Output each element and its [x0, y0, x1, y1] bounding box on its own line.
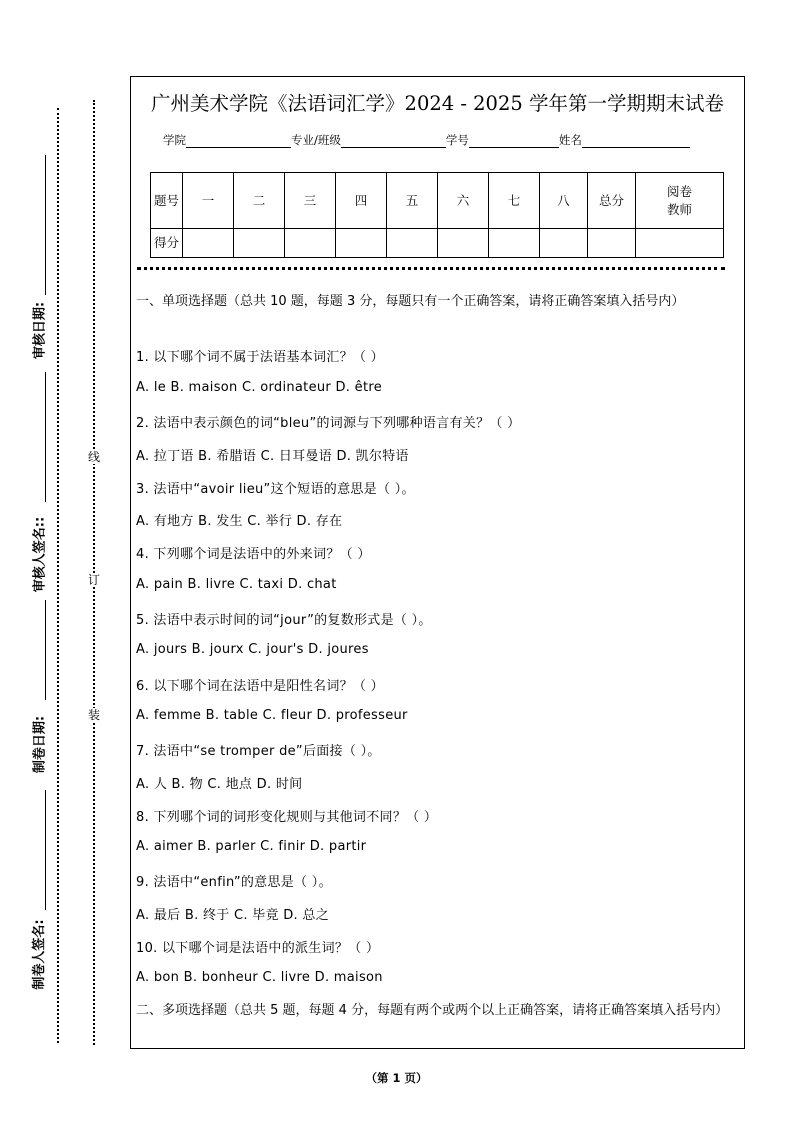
- score-col-6: 六: [438, 173, 489, 229]
- score-cell[interactable]: [489, 229, 540, 258]
- preparer-signature-label: 制卷人签名:: [32, 919, 47, 990]
- binding-char-fold: 装: [88, 708, 101, 722]
- question-8-stem: 8. 下列哪个词的词形变化规则与其他词不同？（ ）: [136, 810, 438, 825]
- score-col-7: 七: [489, 173, 540, 229]
- score-cell[interactable]: [183, 229, 234, 258]
- preparation-date-line: [45, 600, 46, 700]
- major-class-label: 专业/班级: [291, 133, 341, 147]
- audit-date-line: [45, 155, 46, 295]
- score-table-score-row: [151, 229, 724, 258]
- score-col-1: 一: [183, 173, 234, 229]
- score-col-3: 三: [285, 173, 336, 229]
- question-8-options: A. aimer B. parler C. finir D. partir: [136, 839, 367, 854]
- score-table-header-row: [151, 173, 724, 229]
- question-6-stem: 6. 以下哪个词在法语中是阳性名词？（ ）: [136, 679, 384, 694]
- score-table-label-defen: 得分: [151, 229, 183, 258]
- question-1-stem: 1. 以下哪个词不属于法语基本词汇？（ ）: [136, 350, 384, 365]
- name-label: 姓名: [558, 133, 582, 147]
- score-col-total: 总分: [588, 173, 636, 229]
- question-4-options: A. pain B. livre C. taxi D. chat: [136, 577, 337, 592]
- question-1-options: A. le B. maison C. ordinateur D. être: [136, 380, 383, 395]
- auditor-signature-line: [45, 372, 46, 502]
- score-cell[interactable]: [285, 229, 336, 258]
- dotted-separator: [137, 267, 725, 270]
- score-cell[interactable]: [234, 229, 285, 258]
- audit-date-label: 审核日期:: [32, 301, 48, 360]
- score-cell[interactable]: [588, 229, 636, 258]
- major-class-blank[interactable]: [341, 133, 446, 148]
- question-4-stem: 4. 下列哪个词是法语中的外来词？（ ）: [136, 547, 371, 562]
- question-2-options: A. 拉丁语 B. 希腊语 C. 日耳曼语 D. 凯尔特语: [136, 449, 409, 464]
- question-10-stem: 10. 以下哪个词是法语中的派生词？（ ）: [136, 941, 380, 956]
- score-col-2: 二: [234, 173, 285, 229]
- question-5-stem: 5. 法语中表示时间的词“jour”的复数形式是（ ）。: [136, 613, 432, 628]
- question-9-options: A. 最后 B. 终于 C. 毕竟 D. 总之: [136, 908, 330, 923]
- score-cell[interactable]: [636, 229, 724, 258]
- exam-title: 广州美术学院《法语词汇学》2024 - 2025 学年第一学期期末试卷: [151, 92, 724, 115]
- score-cell[interactable]: [387, 229, 438, 258]
- student-info-row: [163, 132, 690, 148]
- binding-dotted-line-outer: [57, 108, 59, 1043]
- score-cell[interactable]: [336, 229, 387, 258]
- auditor-signature-label: 审核人签名::: [32, 516, 48, 593]
- binding-char-line: 线: [88, 450, 101, 464]
- question-3-stem: 3. 法语中“avoir lieu”这个短语的意思是（ ）。: [136, 482, 415, 497]
- name-blank[interactable]: [582, 133, 690, 148]
- score-col-5: 五: [387, 173, 438, 229]
- section1-heading: 一、单项选择题（总共 10 题，每题 3 分，每题只有一个正确答案，请将正确答案填入括号内）: [136, 294, 685, 309]
- preparation-date-label: 制卷日期:: [32, 715, 48, 774]
- question-5-options: A. jours B. jourx C. jour's D. joures: [136, 642, 369, 657]
- student-id-label: 学号: [445, 133, 469, 147]
- question-3-options: A. 有地方 B. 发生 C. 举行 D. 存在: [136, 514, 343, 529]
- question-2-stem: 2. 法语中表示颜色的词“bleu”的词源与下列哪种语言有关？（ ）: [136, 416, 521, 431]
- question-7-options: A. 人 B. 物 C. 地点 D. 时间: [136, 777, 303, 792]
- preparer-signature-line: [45, 790, 46, 910]
- question-9-stem: 9. 法语中“enfin”的意思是（ ）。: [136, 875, 332, 890]
- page-number: （第 1 页）: [365, 1071, 428, 1085]
- score-table: [150, 172, 724, 258]
- question-6-options: A. femme B. table C. fleur D. professeur: [136, 708, 408, 723]
- section2-heading: 二、多项选择题（总共 5 题，每题 4 分，每题有两个或两个以上正确答案，请将正确答案填入括号内）: [136, 1003, 729, 1018]
- score-table-label-tihao: 题号: [151, 173, 183, 229]
- student-id-blank[interactable]: [469, 133, 559, 148]
- question-10-options: A. bon B. bonheur C. livre D. maison: [136, 970, 383, 985]
- score-cell[interactable]: [438, 229, 489, 258]
- score-col-grader: 阅卷教师: [636, 173, 724, 229]
- college-blank[interactable]: [186, 133, 291, 148]
- score-col-8: 八: [540, 173, 588, 229]
- score-cell[interactable]: [540, 229, 588, 258]
- binding-char-bind: 订: [88, 573, 101, 587]
- score-col-4: 四: [336, 173, 387, 229]
- question-7-stem: 7. 法语中“se tromper de”后面接（ ）。: [136, 744, 381, 759]
- college-label: 学院: [163, 133, 186, 147]
